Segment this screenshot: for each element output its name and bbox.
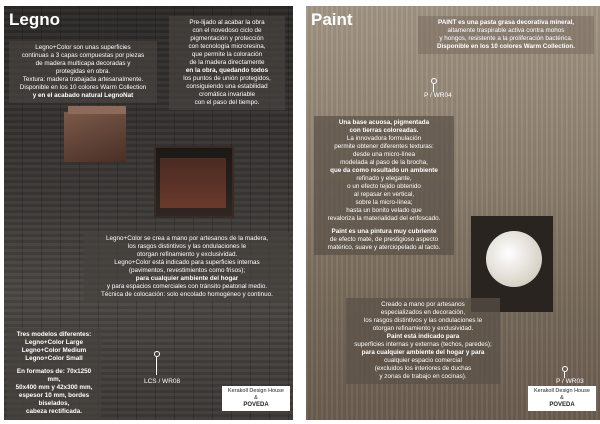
- legno-process-line: con tecnología microresina,: [188, 43, 266, 50]
- paint-base-line: permite obtener diferentes texturas:: [334, 143, 434, 150]
- legno-intro-line: Legno+Color son unas superficies: [35, 44, 131, 51]
- legno-models-box: [7, 328, 101, 419]
- legno-craft-line: para cualquier ambiente del hogar: [135, 275, 239, 282]
- legno-craft-line: Legno+Color está indicado para superficies internas: [114, 259, 260, 266]
- paint-craft-box: [346, 298, 500, 384]
- legno-craft-box: [84, 232, 290, 302]
- logo-line: &: [254, 395, 258, 401]
- paint-base-line: revaloriza la materialidad del enfoscado.: [327, 215, 441, 222]
- paint-title: Paint: [311, 10, 353, 29]
- paint-code-top: P / WR04: [424, 92, 452, 99]
- legno-process-box: [169, 16, 285, 110]
- paint-craft-line: para cualquier ambiente del hogar y para: [361, 349, 485, 356]
- legno-models-line: Legno+Color Large: [25, 339, 83, 346]
- legno-intro-box: [9, 41, 157, 103]
- paint-base-line: La innovadora formulación: [346, 135, 422, 142]
- legno-craft-line: (pavimentos, revestimientos como frisos);: [128, 267, 246, 274]
- legno-process-line: los puntos de unión protegidos,: [183, 75, 271, 82]
- legno-craft-line: los rasgos distintivos y las ondulaciones le: [127, 243, 247, 250]
- legno-process-line: cromática invariable: [199, 91, 255, 98]
- legno-craft-line: Técnica de colocación: solo encolado homogéneo y continuo.: [101, 291, 273, 298]
- wood-cube-top: [68, 106, 126, 114]
- lamp-globe: [486, 231, 542, 287]
- legno-models-line: cabeza rectificada.: [25, 408, 82, 415]
- legno-process-line: pigmentación y protección: [190, 35, 264, 42]
- legno-models-line: En formatos de: 70x1250 mm,: [16, 368, 92, 383]
- legno-code-pin-line: [156, 357, 157, 375]
- paint-craft-line: especializados en decoración,: [380, 309, 466, 316]
- legno-craft-line: Legno+Color se crea a mano por artesanos de la madera,: [106, 235, 268, 242]
- crate-fill: [160, 158, 226, 208]
- paint-intro-box: [418, 16, 594, 54]
- legno-models-line: espesor 10 mm, bordes biselados,: [18, 392, 90, 407]
- legno-process-line: con el novedoso ciclo de: [192, 27, 262, 34]
- paint-craft-line: los rasgos distintivos y las ondulaciones le: [363, 317, 483, 324]
- paint-base-line: al repasar en vertical,: [353, 191, 415, 198]
- paint-craft-line: otorgan refinamiento y exclusividad.: [372, 325, 474, 332]
- legno-models-line: Legno+Color Medium: [21, 347, 87, 354]
- paint-matte-line: de efecto mate, de prestigioso aspecto: [329, 236, 439, 243]
- paint-page: [306, 6, 600, 420]
- paint-code-bottom: P / WR03: [556, 378, 584, 385]
- legno-models-line: Tres modelos diferentes:: [16, 331, 92, 338]
- wood-cube-small: [64, 112, 126, 162]
- paint-craft-line: cualquier espacio comercial: [384, 357, 462, 364]
- legno-intro-line: y en el acabado natural LegnoNat: [32, 92, 134, 99]
- legno-intro-line: Disponible en los 10 colores Warm Collection: [19, 84, 147, 91]
- logo-brand: POVEDA: [549, 402, 575, 408]
- paint-base-line: hasta un bonito velado que: [346, 207, 422, 214]
- legno-intro-line: continuas a 3 capas compuestas por piezas: [21, 52, 145, 59]
- legno-logo: [222, 386, 290, 411]
- paint-base-line: con tierras coloreadas.: [349, 127, 419, 134]
- paint-bottom-pin: [562, 366, 568, 372]
- legno-code-label: LCS / WR08: [144, 378, 181, 385]
- paint-top-pin-line: [433, 84, 434, 92]
- legno-page: [4, 6, 293, 420]
- paint-matte-line: matérico, suave y aterciopelado al tacto.: [327, 244, 441, 251]
- legno-process-line: con el paso del tiempo.: [194, 99, 260, 106]
- legno-process-line: Pre-lijado al acabar la obra: [189, 19, 265, 26]
- paint-base-line: Una base acuosa, pigmentada: [338, 119, 430, 126]
- legno-craft-line: otorgan refinamiento y exclusividad.: [136, 251, 238, 258]
- legno-models-line: 50x400 mm y 42x300 mm,: [15, 384, 93, 391]
- paint-intro-line: y hongos, resistente a la proliferación bactérica.: [439, 35, 573, 42]
- paint-top-pin: [431, 78, 437, 84]
- logo-brand: POVEDA: [243, 402, 269, 408]
- legno-intro-line: de madera multicapa decoradas y: [35, 60, 131, 67]
- paint-logo: [528, 386, 596, 411]
- legno-code-pin: [154, 351, 160, 357]
- paint-base-line: refinado y elegante,: [356, 175, 412, 182]
- paint-craft-line: Paint está indicado para: [386, 333, 460, 340]
- legno-title: Legno: [9, 10, 60, 29]
- paint-craft-line: superficies internas y externas (techos, paredes);: [354, 341, 492, 348]
- paint-intro-line: Disponible en los 10 colores Warm Collection.: [437, 43, 575, 50]
- paint-base-line: sobre la micro-línea;: [355, 199, 413, 206]
- paint-base-line: modelada al paso de la brocha,: [340, 159, 428, 166]
- logo-line: Kerakoll Design House: [534, 388, 590, 394]
- paint-base-line: o un efecto tejido obtenido: [347, 183, 421, 190]
- paint-craft-line: (excluidos los interiores de duchas: [374, 365, 472, 372]
- paint-intro-line: altamente traspirable activa contra mohos: [447, 27, 565, 34]
- paint-matte-line: Paint es una pintura muy cubriente: [331, 228, 437, 235]
- paint-base-line: desde una micro-línea: [352, 151, 416, 158]
- legno-intro-line: Textura: madera trabajada artesanalmente.: [22, 76, 144, 83]
- legno-craft-line: y para espacios comerciales con tránsito peatonal medio.: [106, 283, 268, 290]
- paint-intro-line: PAINT es una pasta grasa decorativa mineral,: [437, 19, 575, 26]
- paint-craft-line: y zonas de trabajo en cocinas).: [379, 373, 467, 380]
- legno-process-line: de la madera directamente: [189, 59, 265, 66]
- paint-craft-line: Creado a mano por artesanos: [381, 301, 465, 308]
- paint-base-line: que da como resultado un ambiente: [330, 167, 438, 174]
- legno-process-line: que permite la coloración: [191, 51, 263, 58]
- legno-intro-line: protegidas en obra.: [55, 68, 111, 75]
- legno-models-line: Legno+Color Small: [25, 355, 83, 362]
- legno-process-line: consiguiendo una estabilidad: [186, 83, 268, 90]
- paint-base-box: [314, 116, 454, 255]
- logo-line: &: [560, 395, 564, 401]
- legno-process-line: en la obra, quedando todos: [185, 67, 269, 74]
- logo-line: Kerakoll Design House: [228, 388, 284, 394]
